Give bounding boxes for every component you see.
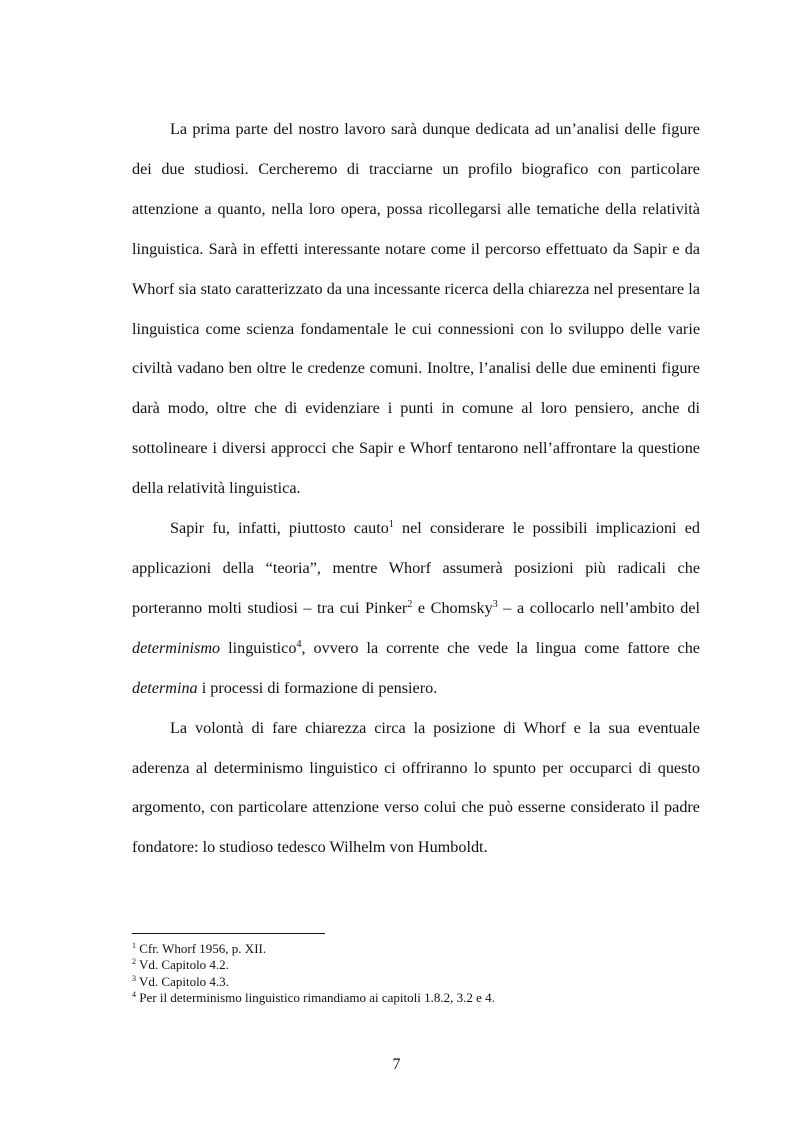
footnote (132, 974, 700, 990)
emphasis-determinismo: determinismo (132, 638, 221, 657)
text-segment: La prima parte del nostro lavoro sarà dunque dedicata ad un’analisi delle figure dei due studiosi. Cercheremo di tracciarne un profilo biografico con particolare attenzione a quanto, nella loro opera, possa ricollegarsi alle tematiche della relatività linguistica. Sarà in effetti interessante notare come il percorso effettuato da Sapir e da Whorf sia stato caratterizzato da una incessante ricerca della chiarezza nel presentare la linguistica come scienza fondamentale le cui connessioni con lo sviluppo delle varie civiltà vadano ben oltre le credenze comuni. Inoltre, l’analisi delle due eminenti figure darà modo, oltre che di evidenziare i punti in comune al loro pensiero, anche di sottolineare i diversi approcci che Sapir e Whorf tentarono nell’affrontare la questione della relatività linguistica. (132, 120, 700, 498)
text-segment: La volontà di fare chiarezza circa la posizione di Whorf e la sua eventuale aderenza al determinismo linguistico ci offriranno lo spunto per occuparci di questo argomento, con particolare attenzione verso colui che può esserne considerato il padre fondatore: lo studioso tedesco Wilhelm von Humboldt. (132, 718, 700, 857)
text-segment: , ovvero la corrente che vede la lingua come fattore che (301, 638, 700, 657)
footnote-number: 4 (132, 989, 136, 999)
footnote-number: 2 (132, 957, 136, 967)
paragraph (132, 709, 700, 869)
footnote-ref-4: 4 (296, 638, 302, 650)
footnote-number: 1 (132, 941, 136, 950)
text-segment: linguistico (220, 638, 297, 657)
footnote-divider (132, 933, 325, 934)
footnote-text: Per il determinismo linguistico rimandiamo ai capitoli 1.8.2, 3.2 e 4. (139, 989, 495, 1005)
text-segment: nel considerare le possibili implicazioni ed applicazioni della “teoria”, mentre Whorf assumerà posizioni più radicali che porteranno molti studiosi – tra cui Pinker (132, 519, 700, 617)
footnote-ref-3: 3 (492, 598, 498, 610)
text-segment: – a collocarlo nell’ambito del (497, 598, 701, 617)
emphasis-determina: determina (132, 678, 198, 697)
text-segment: i processi di formazione di pensiero. (197, 678, 438, 697)
paragraph (132, 110, 700, 509)
body-text (132, 110, 700, 868)
footnote (132, 990, 700, 1006)
text-segment: Sapir fu, infatti, piuttosto cauto (170, 519, 389, 538)
footnote-ref-2: 2 (407, 598, 413, 610)
page-number: 7 (392, 1056, 401, 1073)
footnote-text: Cfr. Whorf 1956, p. XII. (139, 941, 267, 956)
footnote-number: 3 (132, 973, 136, 983)
text-segment: e Chomsky (412, 598, 493, 617)
footnote (132, 957, 700, 973)
paragraph (132, 509, 700, 709)
footnote-text: Vd. Capitolo 4.3. (139, 973, 229, 989)
footnote (132, 941, 700, 957)
footnote-ref-1: 1 (388, 519, 394, 531)
footnotes (132, 941, 700, 1006)
footnote-text: Vd. Capitolo 4.2. (139, 957, 229, 973)
